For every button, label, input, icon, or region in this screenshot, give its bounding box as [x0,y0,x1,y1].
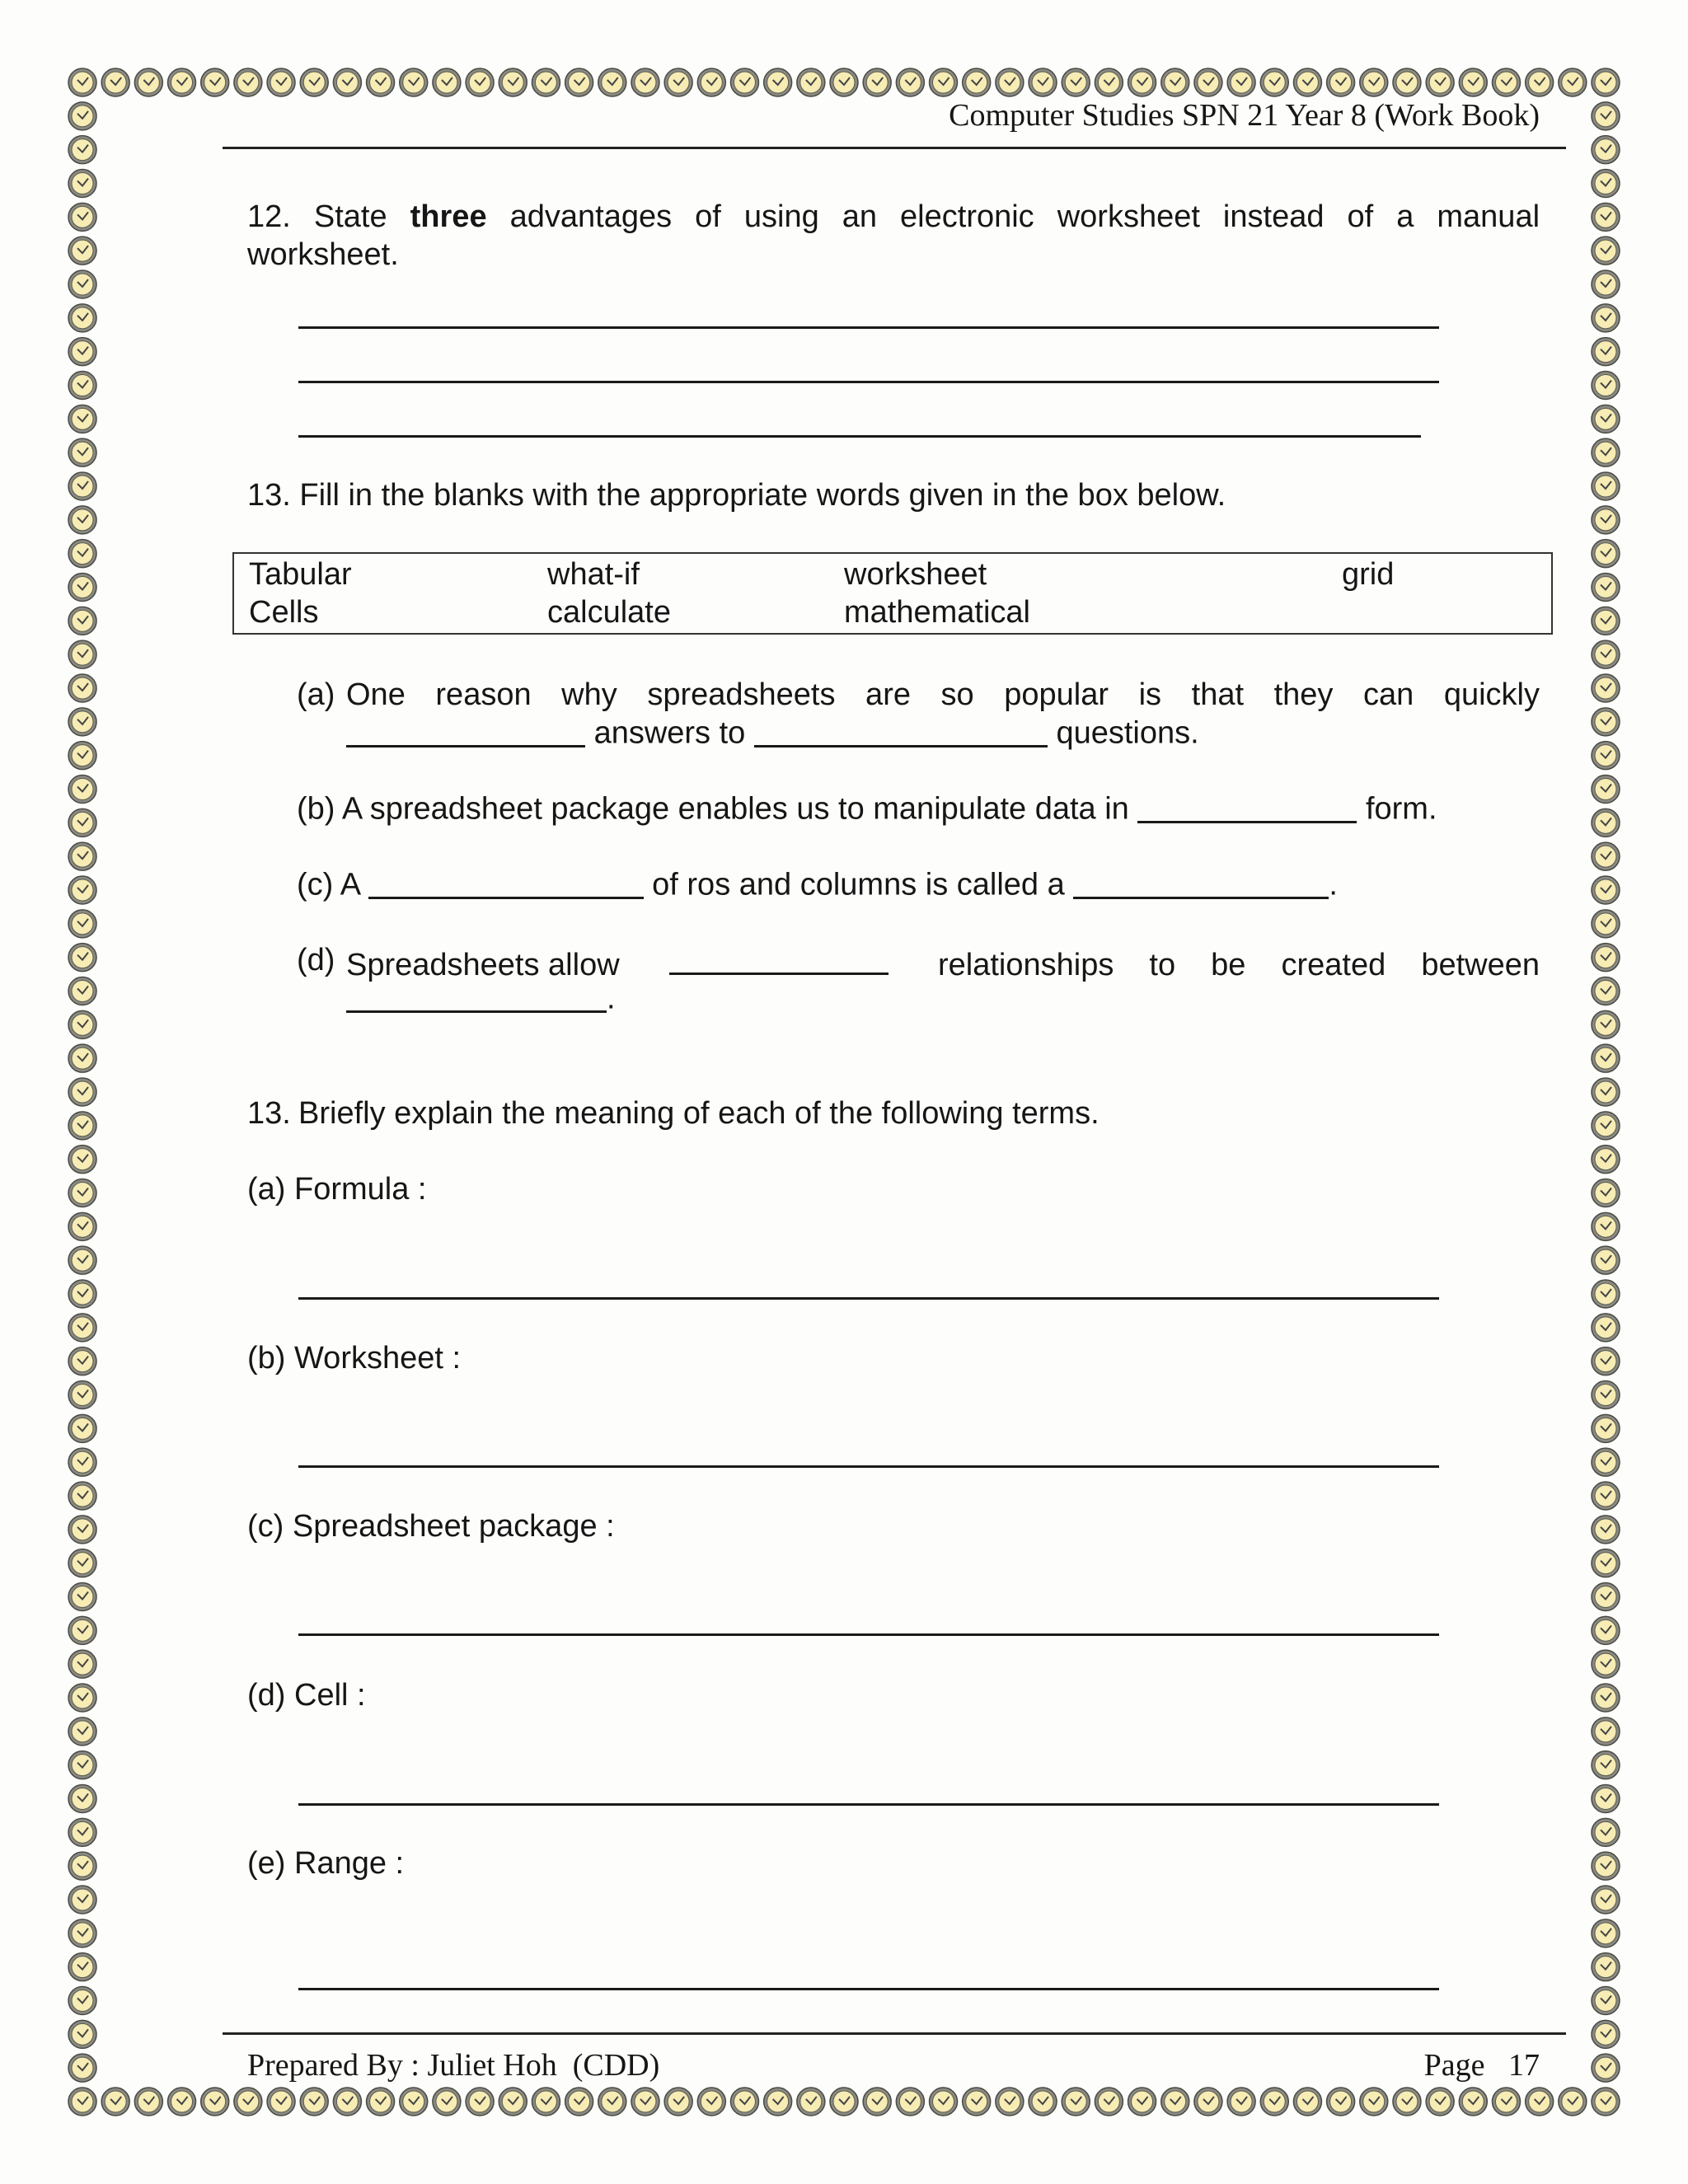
clock-icon [1592,1616,1620,1644]
clock-icon [797,2088,825,2116]
header-title: Computer Studies SPN 21 Year 8 (Work Book) [949,98,1540,133]
clock-icon [1194,68,1222,96]
clock-icon [1592,540,1620,568]
clock-icon [1592,1953,1620,1981]
word-worksheet: worksheet [844,557,987,592]
clock-icon [68,1381,96,1409]
clock-icon [1592,1146,1620,1174]
clock-icon [631,2088,659,2116]
clock-icon [1128,2088,1156,2116]
clock-icon [68,640,96,668]
clock-icon [1592,944,1620,972]
clock-icon [68,1516,96,1544]
q12-line2: worksheet. [247,237,399,272]
clock-icon [68,944,96,972]
word-tabular: Tabular [249,557,352,592]
clock-icon [1592,1919,1620,1947]
clock-icon [963,2088,991,2116]
clock-icon [1161,68,1189,96]
clock-icon [134,68,162,96]
clock-icon [1592,405,1620,433]
clock-icon [68,1179,96,1207]
clock-icon [1592,1414,1620,1442]
clock-icon [201,2088,229,2116]
answer-line-range[interactable] [298,1988,1439,1990]
clock-icon [333,68,361,96]
q12-pre: State [313,199,387,234]
answer-line-spreadsheet-package[interactable] [298,1633,1439,1636]
clock-icon [68,2020,96,2048]
clock-icon [101,68,129,96]
q13-item-a-line2 [346,714,1199,752]
clock-icon [1592,270,1620,298]
clock-icon [68,405,96,433]
clock-icon [68,1246,96,1274]
clock-icon [1293,68,1321,96]
q13-c-post: . [1329,867,1338,902]
clock-icon [68,1549,96,1577]
clock-icon [1592,1650,1620,1678]
clock-icon [1592,1482,1620,1510]
clock-icon [68,1953,96,1981]
term-worksheet: (b) Worksheet : [247,1341,462,1376]
clock-icon [1029,2088,1057,2116]
clock-icon [1393,2088,1421,2116]
clock-icon [797,68,825,96]
word-cells: Cells [249,595,319,630]
q13-d-end: . [607,981,616,1016]
clock-icon [996,68,1024,96]
word-what-if: what-if [547,557,640,592]
clock-icon [68,304,96,332]
clock-icon [1592,1246,1620,1274]
word-calculate: calculate [547,595,671,630]
clock-icon [1592,1044,1620,1072]
clock-icon [68,68,96,96]
clock-icon [68,1718,96,1746]
header-rule [223,147,1566,149]
q13-a-end: questions. [1056,715,1199,751]
clock-icon [300,2088,328,2116]
q13-item-d-label: (d) [297,943,335,977]
clock-icon [565,2088,593,2116]
clock-icon [68,506,96,534]
clock-icon [1592,1314,1620,1342]
clock-icon [664,68,692,96]
q13-b-label: (b) [297,791,335,827]
clock-icon [1592,170,1620,198]
clock-icon [1360,68,1388,96]
clock-icon [68,1044,96,1072]
clock-icon [1459,68,1487,96]
clock-icon [68,910,96,938]
clock-icon [1592,2020,1620,2048]
q13-d-post: relationships to be created between [938,948,1540,982]
blank-d2[interactable] [346,979,607,1013]
clock-icon [1492,68,1520,96]
question-13b-number: 13. [247,1096,291,1131]
blank-a1[interactable] [346,714,585,748]
clock-icon [1592,203,1620,231]
q13-item-d-line2 [346,979,616,1017]
clock-icon [68,2088,96,2116]
clock-icon [1526,2088,1554,2116]
footer-page [1424,2047,1540,2083]
clock-icon [68,1583,96,1611]
clock-icon [499,2088,527,2116]
clock-icon [930,68,958,96]
clock-icon [1592,237,1620,265]
clock-icon [68,1616,96,1644]
term-formula: (a) Formula : [247,1172,427,1207]
q13-item-b [297,790,1437,827]
clock-icon [367,2088,395,2116]
clock-icon [1592,742,1620,770]
clock-icon [1062,68,1090,96]
q13-item-d-line1 [346,941,1540,984]
clock-icon [863,68,891,96]
clock-icon [68,170,96,198]
q12-post: advantages of using an electronic worksheet instead of a manual [509,199,1540,234]
clock-icon [963,68,991,96]
clock-icon [730,2088,758,2116]
clock-icon [1327,68,1355,96]
clock-icon [1592,1212,1620,1240]
clock-icon [1592,1852,1620,1880]
clock-icon [101,2088,129,2116]
clock-icon [1592,876,1620,904]
word-mathematical: mathematical [844,595,1030,630]
clock-icon [1592,1112,1620,1140]
clock-icon [68,270,96,298]
clock-icon [300,68,328,96]
clock-icon [532,68,560,96]
clock-icon [1592,1179,1620,1207]
clock-icon [1592,808,1620,837]
clock-icon [68,1448,96,1476]
clock-icon [1194,2088,1222,2116]
q13-b-pre: A spreadsheet package enables us to manipulate data in [341,791,1129,827]
clock-icon [1293,2088,1321,2116]
clock-icon [1492,2088,1520,2116]
question-13b-text: Briefly explain the meaning of each of the following terms. [298,1096,1100,1131]
clock-icon [68,1078,96,1106]
clock-icon [68,1751,96,1779]
q13-item-c [297,865,1338,903]
clock-icon [1360,2088,1388,2116]
clock-icon [830,68,858,96]
clock-icon [1592,1010,1620,1038]
clock-icon [68,1818,96,1846]
q13-c-label: (c) [297,867,334,902]
clock-icon [68,1414,96,1442]
clock-icon [697,68,725,96]
q12-bold: three [410,199,487,234]
question-13-instruction: 13. Fill in the blanks with the appropriate words given in the box below. [247,478,1226,513]
clock-icon [664,2088,692,2116]
clock-icon [1592,372,1620,400]
clock-icon [68,674,96,702]
clock-icon [532,2088,560,2116]
clock-icon [68,607,96,635]
clock-icon [1592,640,1620,668]
footer-page-number: 17 [1508,2048,1540,2083]
answer-line-formula[interactable] [298,1297,1439,1300]
clock-icon [1592,1280,1620,1308]
clock-icon [68,237,96,265]
clock-icon [466,2088,494,2116]
blank-c1[interactable] [368,865,644,899]
clock-icon [68,372,96,400]
clock-icon [68,842,96,870]
term-spreadsheet-package: (c) Spreadsheet package : [247,1509,615,1544]
clock-icon [996,2088,1024,2116]
clock-icon [1592,472,1620,500]
clock-icon [1227,2088,1255,2116]
question-12 [247,198,1540,274]
clock-icon [68,574,96,602]
clock-icon [1592,1684,1620,1712]
clock-icon [68,1852,96,1880]
clock-icon [1592,1751,1620,1779]
clock-icon [1592,1549,1620,1577]
clock-icon [1592,1886,1620,1914]
clock-icon [333,2088,361,2116]
clock-icon [896,2088,924,2116]
clock-icon [1128,68,1156,96]
clock-icon [1592,674,1620,702]
clock-icon [1260,68,1288,96]
clock-icon [466,68,494,96]
clock-icon [68,1684,96,1712]
clock-icon [1592,1381,1620,1409]
answer-line-12a[interactable] [298,326,1439,329]
q12-number: 12. [247,199,291,234]
answer-line-cell[interactable] [298,1803,1439,1806]
clock-icon [1592,68,1620,96]
clock-icon [830,2088,858,2116]
clock-icon [1459,2088,1487,2116]
answer-line-worksheet[interactable] [298,1465,1439,1468]
clock-icon [433,2088,461,2116]
clock-icon [1592,910,1620,938]
word-box [232,552,1553,635]
clock-icon [730,68,758,96]
clock-icon [764,68,792,96]
clock-icon [1029,68,1057,96]
clock-icon [234,2088,262,2116]
clock-icon [1592,1718,1620,1746]
clock-icon [68,808,96,837]
clock-icon [68,136,96,164]
footer-prepared-by: Prepared By : Juliet Hoh (CDD) [247,2048,660,2083]
clock-icon [68,1650,96,1678]
clock-icon [1327,2088,1355,2116]
clock-icon [433,68,461,96]
clock-icon [168,2088,196,2116]
blank-c2[interactable] [1073,865,1329,899]
clock-icon [68,1482,96,1510]
clock-icon [68,1987,96,2015]
clock-icon [267,68,295,96]
clock-icon [1592,506,1620,534]
clock-icon [1592,1818,1620,1846]
clock-icon [565,68,593,96]
blank-a2[interactable] [754,714,1048,748]
clock-icon [1592,338,1620,366]
blank-d1[interactable] [669,941,889,975]
clock-icon [68,1280,96,1308]
clock-icon [168,68,196,96]
clock-icon [68,540,96,568]
clock-icon [1592,304,1620,332]
clock-icon [68,1010,96,1038]
clock-icon [367,68,395,96]
clock-icon [1592,2054,1620,2082]
clock-icon [234,68,262,96]
clock-icon [68,1886,96,1914]
q13-c-pre: A [340,867,360,902]
clock-icon [68,1146,96,1174]
clock-icon [1393,68,1421,96]
clock-icon [1526,68,1554,96]
footer-page-label: Page [1423,2048,1485,2083]
clock-icon [68,1112,96,1140]
blank-b1[interactable] [1137,790,1357,823]
clock-icon [134,2088,162,2116]
clock-icon [68,438,96,466]
clock-icon [68,203,96,231]
clock-icon [68,1919,96,1947]
clock-icon [1592,1516,1620,1544]
clock-icon [697,2088,725,2116]
clock-icon [1592,102,1620,130]
clock-icon [631,68,659,96]
clock-icon [1592,438,1620,466]
clock-icon [68,1314,96,1342]
clock-icon [68,876,96,904]
answer-line-12b[interactable] [298,381,1439,383]
term-cell: (d) Cell : [247,1678,366,1713]
clock-icon [598,68,626,96]
clock-icon [1426,2088,1454,2116]
q13-item-a-label: (a) [297,677,335,712]
clock-icon [1062,2088,1090,2116]
word-grid: grid [1342,557,1395,592]
clock-icon [863,2088,891,2116]
footer-rule [223,2032,1566,2035]
clock-icon [68,472,96,500]
q13-a-mid: answers to [593,715,746,751]
clock-icon [598,2088,626,2116]
clock-icon [1592,977,1620,1005]
clock-icon [896,68,924,96]
clock-icon [1592,607,1620,635]
clock-icon [68,1347,96,1376]
clock-icon [68,1785,96,1813]
clock-icon [1426,68,1454,96]
clock-icon [1161,2088,1189,2116]
clock-icon [1227,68,1255,96]
clock-icon [1260,2088,1288,2116]
clock-icon [68,776,96,804]
clock-icon [930,2088,958,2116]
clock-icon [1592,1583,1620,1611]
clock-icon [1592,1785,1620,1813]
clock-icon [1592,2088,1620,2116]
clock-icon [1592,574,1620,602]
clock-icon [68,1212,96,1240]
q13-d-pre: Spreadsheets allow [346,948,620,982]
clock-icon [68,338,96,366]
clock-icon [68,2054,96,2082]
clock-icon [499,68,527,96]
clock-icon [1592,708,1620,736]
q13-c-mid: of ros and columns is called a [652,867,1065,902]
clock-icon [1592,842,1620,870]
clock-icon [68,102,96,130]
clock-icon [1592,136,1620,164]
clock-icon [1095,2088,1123,2116]
clock-icon [1592,1448,1620,1476]
clock-icon [764,2088,792,2116]
clock-icon [68,708,96,736]
clock-icon [1592,1347,1620,1376]
clock-icon [400,2088,428,2116]
clock-icon [1592,776,1620,804]
clock-icon [68,742,96,770]
clock-icon [400,68,428,96]
clock-icon [267,2088,295,2116]
q13-item-a-line1: One reason why spreadsheets are so popular is that they can quickly [346,677,1540,712]
term-range: (e) Range : [247,1846,405,1881]
clock-icon [68,977,96,1005]
clock-icon [1095,68,1123,96]
clock-icon [1559,2088,1587,2116]
answer-line-12c[interactable] [298,435,1421,438]
q13-b-post: form. [1365,791,1437,827]
clock-icon [1592,1078,1620,1106]
clock-icon [1559,68,1587,96]
clock-icon [1592,1987,1620,2015]
clock-icon [201,68,229,96]
